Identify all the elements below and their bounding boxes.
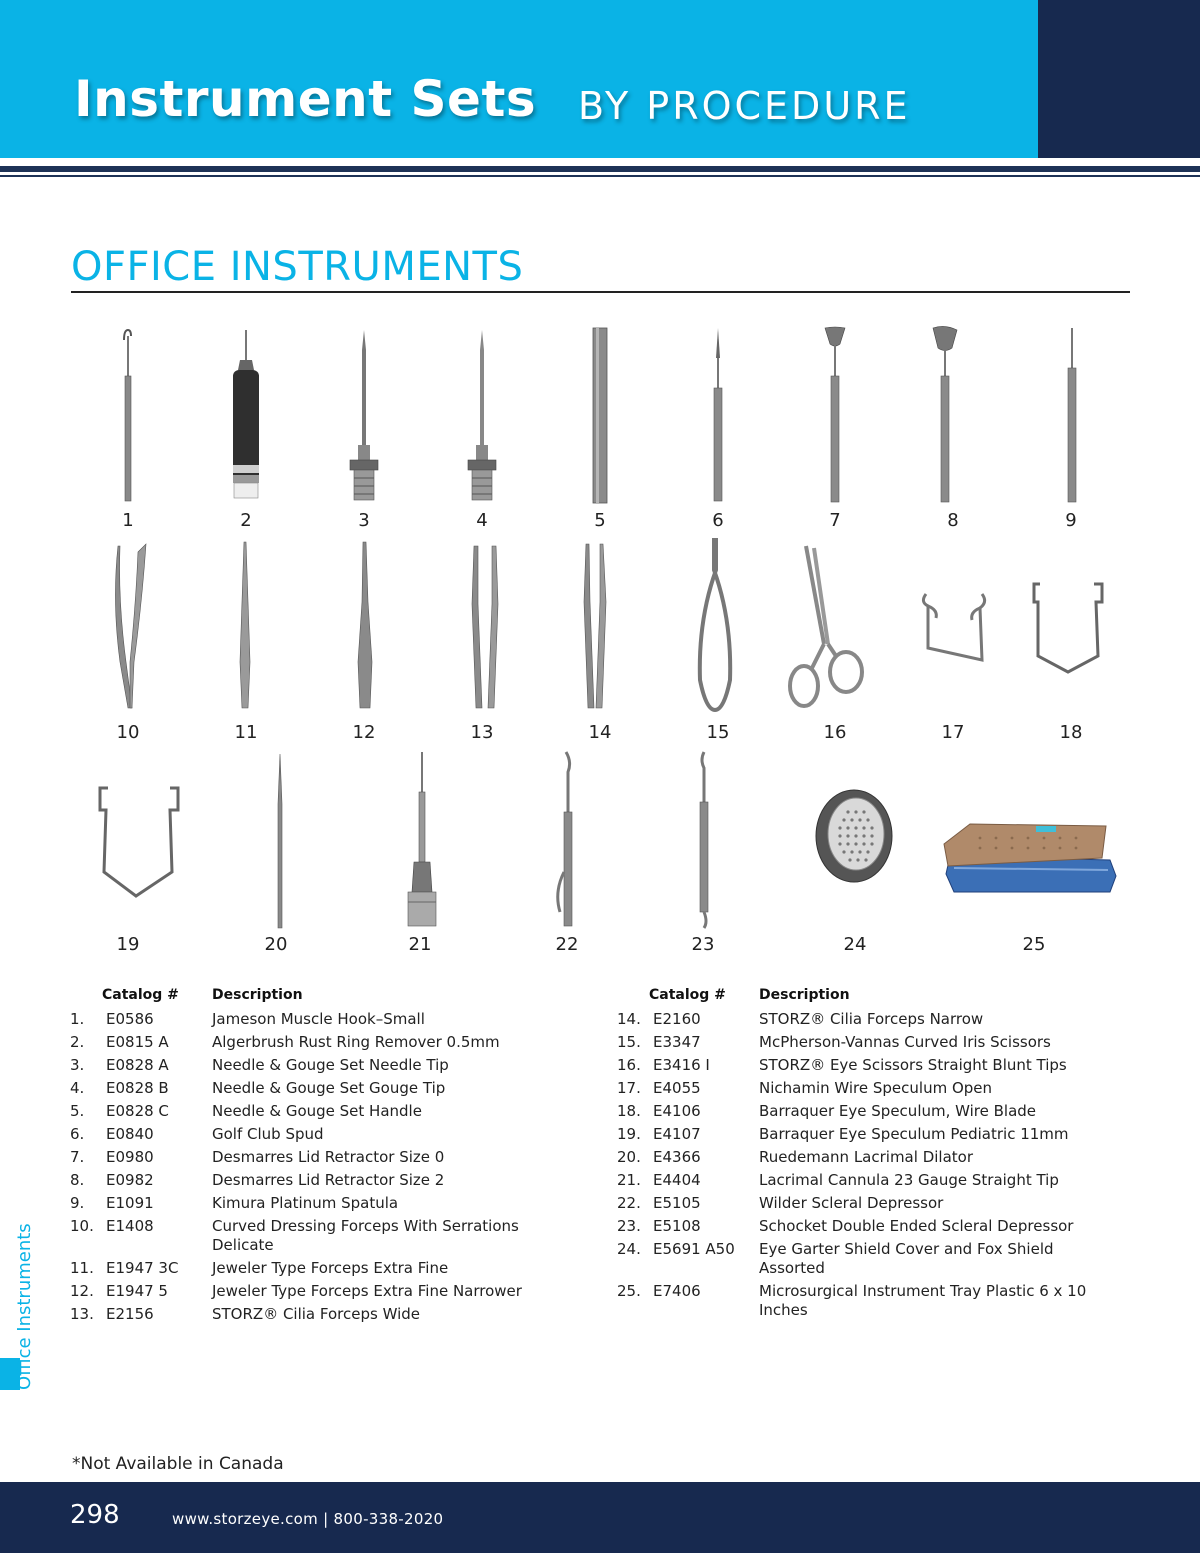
needle-tip-icon bbox=[344, 330, 384, 502]
item-description: STORZ® Eye Scissors Straight Blunt Tips bbox=[759, 1056, 1067, 1074]
row-number: 16. bbox=[617, 1056, 641, 1074]
wire-speculum-icon bbox=[1030, 580, 1106, 674]
header-rule-thin bbox=[0, 175, 1200, 177]
catalog-number: E4107 bbox=[653, 1125, 701, 1143]
item-description: Kimura Platinum Spatula bbox=[212, 1194, 399, 1212]
catalog-header: Catalog # bbox=[649, 987, 726, 1003]
row-number: 21. bbox=[617, 1171, 641, 1189]
figure-number: 4 bbox=[476, 510, 488, 531]
item-description: Jeweler Type Forceps Extra Fine Narrower bbox=[212, 1282, 522, 1300]
item-description: Algerbrush Rust Ring Remover 0.5mm bbox=[212, 1033, 500, 1051]
page-subtitle: BY PROCEDURE bbox=[578, 84, 911, 128]
muscle-hook-icon bbox=[118, 328, 142, 503]
catalog-number: E2160 bbox=[653, 1010, 701, 1028]
section-divider bbox=[71, 291, 1130, 293]
figure-number: 24 bbox=[843, 934, 867, 955]
row-number: 4. bbox=[70, 1079, 85, 1097]
figure-number: 20 bbox=[264, 934, 288, 955]
figure-number: 5 bbox=[594, 510, 606, 531]
figure-number: 7 bbox=[829, 510, 841, 531]
row-number: 12. bbox=[70, 1282, 94, 1300]
page-footer bbox=[0, 1482, 1200, 1553]
figure-number: 2 bbox=[240, 510, 252, 531]
catalog-number: E1091 bbox=[106, 1194, 154, 1212]
header-rule bbox=[0, 166, 1200, 172]
item-description: Barraquer Eye Speculum Pediatric 11mm bbox=[759, 1125, 1069, 1143]
item-description: Needle & Gouge Set Handle bbox=[212, 1102, 422, 1120]
section-title: OFFICE INSTRUMENTS bbox=[71, 244, 524, 290]
row-number: 9. bbox=[70, 1194, 85, 1212]
row-number: 10. bbox=[70, 1217, 94, 1235]
row-number: 20. bbox=[617, 1148, 641, 1166]
figure-number: 21 bbox=[408, 934, 432, 955]
description-header: Description bbox=[212, 987, 303, 1003]
item-description: Golf Club Spud bbox=[212, 1125, 324, 1143]
cannula-icon bbox=[402, 752, 442, 928]
item-description: Eye Garter Shield Cover and Fox Shield Assorted bbox=[759, 1240, 1054, 1277]
item-description: Desmarres Lid Retractor Size 0 bbox=[212, 1148, 445, 1166]
row-number: 11. bbox=[70, 1259, 94, 1277]
dilator-icon bbox=[272, 754, 288, 928]
catalog-number: E4404 bbox=[653, 1171, 701, 1189]
catalog-number: E1947 5 bbox=[106, 1282, 168, 1300]
catalog-number: E0982 bbox=[106, 1171, 154, 1189]
row-number: 18. bbox=[617, 1102, 641, 1120]
row-number: 8. bbox=[70, 1171, 85, 1189]
figure-number: 16 bbox=[823, 722, 847, 743]
catalog-number: E4055 bbox=[653, 1079, 701, 1097]
catalog-number: E0980 bbox=[106, 1148, 154, 1166]
item-description: STORZ® Cilia Forceps Wide bbox=[212, 1305, 421, 1323]
eye-scissors-icon bbox=[784, 544, 868, 710]
lid-retractor-icon bbox=[930, 326, 960, 504]
lid-retractor-icon bbox=[820, 326, 850, 504]
wire-speculum-icon bbox=[96, 782, 186, 898]
figure-number: 13 bbox=[470, 722, 494, 743]
scleral-depressor-icon bbox=[690, 752, 718, 928]
item-description: Microsurgical Instrument Tray Plastic 6 x 10 Inches bbox=[759, 1282, 1087, 1319]
catalog-table-left bbox=[70, 987, 590, 1327]
item-description: Barraquer Eye Speculum, Wire Blade bbox=[759, 1102, 1037, 1120]
row-number: 22. bbox=[617, 1194, 641, 1212]
eye-shield-icon bbox=[814, 788, 894, 884]
row-number: 24. bbox=[617, 1240, 641, 1258]
catalog-table-right bbox=[617, 987, 1137, 1327]
spatula-icon bbox=[1062, 328, 1082, 503]
catalog-number: E0828 C bbox=[106, 1102, 169, 1120]
catalog-number: E0840 bbox=[106, 1125, 154, 1143]
item-description: Curved Dressing Forceps With Serrations Delicate bbox=[212, 1217, 519, 1254]
figure-number: 18 bbox=[1059, 722, 1083, 743]
curved-forceps-icon bbox=[108, 542, 152, 710]
figure-number: 25 bbox=[1022, 934, 1046, 955]
page-number: 298 bbox=[70, 1500, 120, 1530]
footnote: *Not Available in Canada bbox=[72, 1454, 284, 1474]
page-title: Instrument Sets bbox=[74, 70, 537, 128]
item-description: McPherson-Vannas Curved Iris Scissors bbox=[759, 1033, 1051, 1051]
figure-number: 15 bbox=[706, 722, 730, 743]
instrument-tray-icon bbox=[940, 818, 1120, 894]
catalog-number: E5691 A50 bbox=[653, 1240, 735, 1258]
row-number: 19. bbox=[617, 1125, 641, 1143]
row-number: 13. bbox=[70, 1305, 94, 1323]
item-description: Lacrimal Cannula 23 Gauge Straight Tip bbox=[759, 1171, 1059, 1189]
catalog-number: E4366 bbox=[653, 1148, 701, 1166]
spring-scissors-icon bbox=[692, 540, 738, 712]
catalog-header: Catalog # bbox=[102, 987, 179, 1003]
figure-number: 17 bbox=[941, 722, 965, 743]
item-description: Desmarres Lid Retractor Size 2 bbox=[212, 1171, 445, 1189]
figure-number: 14 bbox=[588, 722, 612, 743]
catalog-number: E1947 3C bbox=[106, 1259, 179, 1277]
figure-number: 9 bbox=[1065, 510, 1077, 531]
handle-icon bbox=[590, 328, 610, 503]
row-number: 23. bbox=[617, 1217, 641, 1235]
row-number: 6. bbox=[70, 1125, 85, 1143]
cilia-forceps-icon bbox=[580, 542, 610, 710]
row-number: 7. bbox=[70, 1148, 85, 1166]
item-description: Jameson Muscle Hook–Small bbox=[212, 1010, 425, 1028]
figure-number: 12 bbox=[352, 722, 376, 743]
item-description: Jeweler Type Forceps Extra Fine bbox=[212, 1259, 449, 1277]
footer-contact: www.storzeye.com | 800-338-2020 bbox=[172, 1510, 444, 1528]
golf-club-spud-icon bbox=[708, 328, 728, 503]
catalog-number: E5105 bbox=[653, 1194, 701, 1212]
row-number: 15. bbox=[617, 1033, 641, 1051]
row-number: 5. bbox=[70, 1102, 85, 1120]
item-description: Nichamin Wire Speculum Open bbox=[759, 1079, 993, 1097]
rust-ring-remover-icon bbox=[228, 330, 264, 500]
scleral-depressor-icon bbox=[552, 752, 580, 928]
catalog-number: E7406 bbox=[653, 1282, 701, 1300]
row-number: 2. bbox=[70, 1033, 85, 1051]
header-navy-block bbox=[1038, 0, 1200, 158]
item-description: Schocket Double Ended Scleral Depressor bbox=[759, 1217, 1074, 1235]
figure-number: 3 bbox=[358, 510, 370, 531]
item-description: Needle & Gouge Set Gouge Tip bbox=[212, 1079, 446, 1097]
catalog-number: E5108 bbox=[653, 1217, 701, 1235]
catalog-number: E2156 bbox=[106, 1305, 154, 1323]
figure-number: 23 bbox=[691, 934, 715, 955]
item-description: Ruedemann Lacrimal Dilator bbox=[759, 1148, 973, 1166]
side-section-label: Office Instruments bbox=[14, 1223, 35, 1390]
catalog-number: E0828 A bbox=[106, 1056, 169, 1074]
catalog-number: E3416 I bbox=[653, 1056, 710, 1074]
row-number: 3. bbox=[70, 1056, 85, 1074]
page-header bbox=[0, 0, 1200, 158]
gouge-tip-icon bbox=[462, 330, 502, 502]
item-description: Wilder Scleral Depressor bbox=[759, 1194, 944, 1212]
catalog-number: E1408 bbox=[106, 1217, 154, 1235]
catalog-number: E0815 A bbox=[106, 1033, 169, 1051]
catalog-number: E3347 bbox=[653, 1033, 701, 1051]
row-number: 17. bbox=[617, 1079, 641, 1097]
catalog-number: E0586 bbox=[106, 1010, 154, 1028]
figure-number: 22 bbox=[555, 934, 579, 955]
item-description: STORZ® Cilia Forceps Narrow bbox=[759, 1010, 984, 1028]
jeweler-forceps-icon bbox=[352, 542, 378, 710]
catalog-number: E0828 B bbox=[106, 1079, 169, 1097]
wire-speculum-icon bbox=[918, 588, 990, 664]
figure-number: 6 bbox=[712, 510, 724, 531]
description-header: Description bbox=[759, 987, 850, 1003]
figure-number: 19 bbox=[116, 934, 140, 955]
cilia-forceps-icon bbox=[468, 544, 502, 710]
figure-number: 1 bbox=[122, 510, 134, 531]
row-number: 25. bbox=[617, 1282, 641, 1300]
figure-number: 8 bbox=[947, 510, 959, 531]
catalog-number: E4106 bbox=[653, 1102, 701, 1120]
row-number: 14. bbox=[617, 1010, 641, 1028]
jeweler-forceps-icon bbox=[234, 542, 258, 710]
figure-number: 11 bbox=[234, 722, 258, 743]
figure-number: 10 bbox=[116, 722, 140, 743]
item-description: Needle & Gouge Set Needle Tip bbox=[212, 1056, 449, 1074]
row-number: 1. bbox=[70, 1010, 85, 1028]
